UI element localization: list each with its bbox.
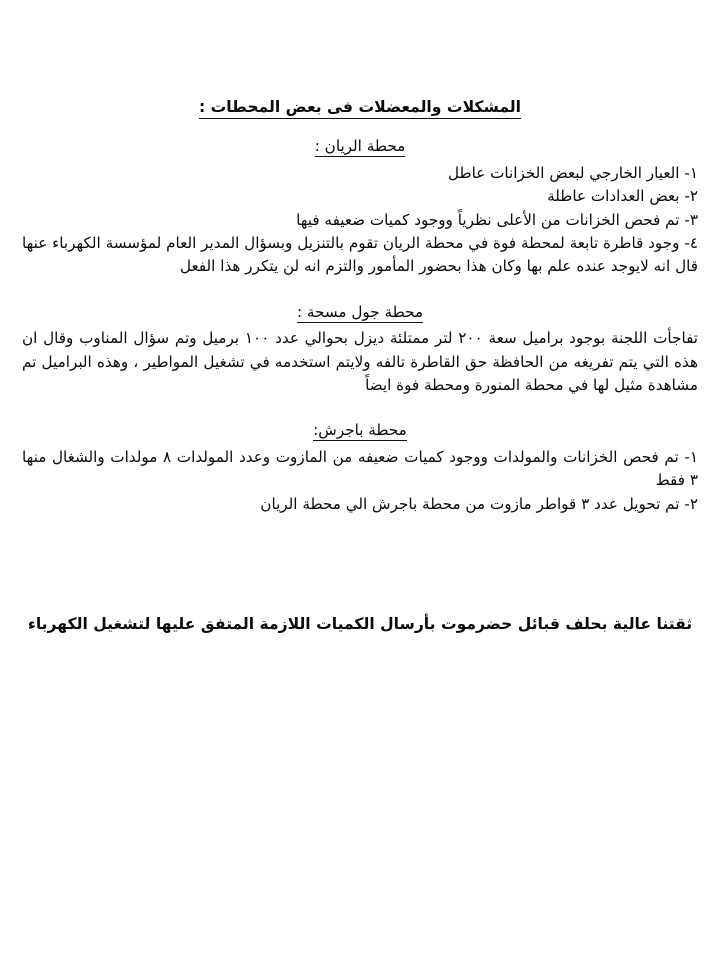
- section-heading-joulmasha-text: محطة جول مسحة :: [296, 302, 424, 321]
- spacer: [22, 516, 698, 578]
- list-item: ٤- وجود قاطرة تابعة لمحطة فوة في محطة الريان تقوم بالتنزيل وبسؤال المدير العام لمؤسسة الكهرباء عنها قال انه لايوجد عنده علم بها وكان هذا بحضور المأمور والتزم انه لن يتكرر هذا الفعل: [22, 234, 698, 276]
- document-conclusion: ثقتنا عالية بحلف قبائل حضرموت بأرسال الكميات اللازمة المتفق عليها لتشغيل الكهرباء: [27, 615, 693, 634]
- list-item: ١- تم فحص الخزانات والمولدات ووجود كميات ضعيفه من المازوت وعدد المولدات ٨ مولدات والشغال منها ٣ فقط: [22, 447, 698, 490]
- list-item: ٢- تم تحويل عدد ٣ قواطر مازوت من محطة باجرش الي محطة الريان: [260, 494, 698, 513]
- section-heading-alrayyan-text: محطة الريان :: [314, 137, 406, 156]
- section-heading-bajrash-text: محطة باجرش:: [313, 421, 407, 440]
- section-heading-bajrash: [22, 419, 698, 442]
- section-heading-alrayyan: [22, 135, 698, 158]
- list-item: ٣- تم فحص الخزانات من الأعلى نظرياً ووجود كميات ضعيفه فيها: [296, 210, 698, 229]
- document-body: [22, 96, 698, 636]
- section-heading-joulmasha: [22, 301, 698, 324]
- list-item: ٢- بعض العدادات عاطلة: [547, 187, 698, 206]
- spacer: [22, 279, 698, 301]
- spacer: [22, 578, 698, 612]
- document-title-text: المشكلات والمعضلات فى بعض المحطات :: [199, 98, 521, 119]
- document-title: [22, 96, 698, 119]
- section-list-alrayyan: [22, 162, 698, 279]
- spacer: [22, 397, 698, 419]
- section-paragraph-joulmasha: تفاجأت اللجنة بوجود براميل سعة ٢٠٠ لتر ممتلئة ديزل بحوالي عدد ١٠٠ برميل وتم سؤال المناوب وقال ان هذه التي يتم تفريغه من الحافظة حق القاطرة تالفه ولايتم استخدمه في تشغيل المواطير ، وهذه البراميل تم مشاهدة مثيل لها في محطة المنورة ومحطة فوة ايضاً: [22, 329, 698, 395]
- list-item: ١- العيار الخارجي لبعض الخزانات عاطل: [448, 163, 698, 182]
- section-list-bajrash: [22, 446, 698, 516]
